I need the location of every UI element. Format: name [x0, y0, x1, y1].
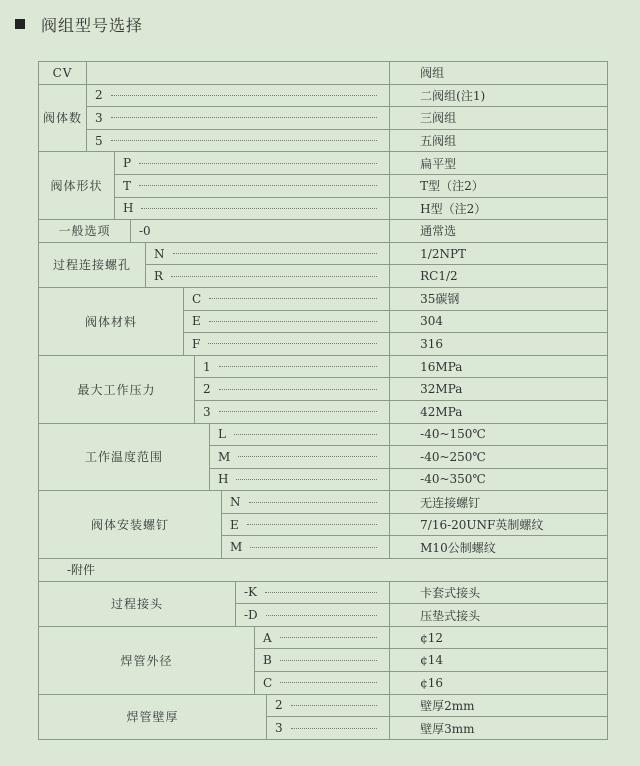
option-code: 2	[203, 382, 211, 397]
option-value: 32MPa	[390, 378, 608, 401]
dotted-leader	[291, 705, 378, 706]
table-row	[39, 423, 608, 446]
option-code-cell	[210, 468, 390, 491]
dotted-leader	[111, 95, 378, 96]
table-row	[39, 491, 608, 514]
option-value: 无连接螺钉	[390, 491, 608, 514]
option-code-cell	[195, 355, 390, 378]
option-code: T	[123, 178, 132, 193]
dotted-leader	[219, 366, 378, 367]
option-code: E	[230, 517, 239, 532]
option-code-cell	[184, 333, 390, 356]
general-option-label: 一般选项	[39, 220, 131, 243]
table-row	[39, 626, 608, 649]
option-code-cell	[87, 129, 390, 152]
dotted-leader	[209, 298, 377, 299]
pipe-diameter-label: 焊管外径	[39, 626, 255, 694]
dotted-leader	[111, 117, 378, 118]
table-row	[39, 220, 608, 243]
table-row	[39, 287, 608, 310]
dotted-leader	[236, 479, 377, 480]
option-value: 316	[390, 333, 608, 356]
option-value: -40~250℃	[390, 446, 608, 469]
option-code: 2	[275, 698, 283, 713]
table-row	[39, 84, 608, 107]
option-code-cell	[131, 220, 390, 243]
max-pressure-label: 最大工作压力	[39, 355, 195, 423]
option-code-cell	[222, 536, 390, 559]
dotted-leader	[209, 321, 377, 322]
dotted-leader	[141, 208, 377, 209]
option-code: 5	[95, 133, 103, 148]
option-code: P	[123, 156, 132, 171]
option-code-cell	[222, 513, 390, 536]
option-code-cell	[222, 491, 390, 514]
option-code-cell	[210, 423, 390, 446]
option-value: 7/16-20UNF英制螺纹	[390, 513, 608, 536]
table-row	[39, 197, 608, 220]
option-value: 通常选	[390, 220, 608, 243]
option-value: 壁厚2mm	[390, 694, 608, 717]
dotted-leader	[280, 660, 377, 661]
option-code: E	[192, 314, 201, 329]
option-value: 42MPa	[390, 400, 608, 423]
cv-blank-cell	[87, 62, 390, 85]
option-value: 16MPa	[390, 355, 608, 378]
option-code: C	[192, 291, 202, 306]
option-code: F	[192, 336, 201, 351]
option-code-cell	[255, 649, 390, 672]
table-row	[39, 129, 608, 152]
option-value: 卡套式接头	[390, 581, 608, 604]
option-code-cell	[115, 152, 390, 175]
option-code-cell	[184, 310, 390, 333]
option-code: -K	[244, 585, 258, 600]
table-row	[39, 559, 608, 582]
body-material-label: 阀体材料	[39, 287, 184, 355]
option-value: M10公制螺纹	[390, 536, 608, 559]
pipe-wall-label: 焊管壁厚	[39, 694, 267, 739]
option-code-cell	[236, 604, 390, 627]
option-value: ¢12	[390, 626, 608, 649]
section-title: 阀组型号选择	[41, 15, 144, 35]
option-code: 2	[95, 88, 103, 103]
dotted-leader	[171, 276, 377, 277]
process-connector-label: 过程接头	[39, 581, 236, 626]
option-value: T型（注2）	[390, 174, 608, 197]
option-value: 35碳钢	[390, 287, 608, 310]
accessory-label: -附件	[39, 559, 608, 582]
table-row	[39, 107, 608, 130]
dotted-leader	[250, 547, 377, 548]
table-row	[39, 152, 608, 175]
cv-label: CV	[39, 62, 87, 85]
dotted-leader	[238, 456, 377, 457]
option-code: L	[218, 427, 226, 442]
dotted-leader	[266, 615, 377, 616]
option-value: 二阀组(注1)	[390, 84, 608, 107]
square-bullet-icon	[15, 19, 25, 29]
option-code: N	[154, 246, 165, 261]
option-value: 1/2NPT	[390, 242, 608, 265]
table-row	[39, 581, 608, 604]
option-code-cell	[87, 84, 390, 107]
option-value: ¢14	[390, 649, 608, 672]
option-code-cell	[146, 265, 390, 288]
option-code-cell	[87, 107, 390, 130]
dotted-leader	[208, 343, 377, 344]
option-value: -40~150℃	[390, 423, 608, 446]
dotted-leader	[139, 185, 377, 186]
option-code: H	[123, 201, 134, 216]
dotted-leader	[291, 728, 378, 729]
dotted-leader	[139, 163, 377, 164]
dotted-leader	[219, 389, 378, 390]
dotted-leader	[111, 140, 378, 141]
process-thread-label: 过程连接螺孔	[39, 242, 146, 287]
option-code-cell	[115, 197, 390, 220]
option-value: 三阀组	[390, 107, 608, 130]
option-code: M	[230, 540, 243, 555]
table-row	[39, 355, 608, 378]
dotted-leader	[234, 434, 377, 435]
option-code-cell	[195, 378, 390, 401]
table-row	[39, 694, 608, 717]
option-code-cell	[267, 717, 390, 740]
option-code: H	[218, 472, 229, 487]
option-code-cell	[195, 400, 390, 423]
option-code-cell	[255, 626, 390, 649]
option-value: RC1/2	[390, 265, 608, 288]
option-code: M	[218, 449, 231, 464]
option-code: R	[154, 269, 164, 284]
option-code-cell	[146, 242, 390, 265]
option-code: 3	[203, 404, 211, 419]
table-row	[39, 174, 608, 197]
dotted-leader	[173, 253, 378, 254]
dotted-leader	[265, 592, 377, 593]
option-code: C	[263, 675, 273, 690]
option-code-cell	[236, 581, 390, 604]
table-row	[39, 62, 608, 85]
option-code: N	[230, 495, 241, 510]
valve-count-label: 阀体数	[39, 84, 87, 152]
option-code: 1	[203, 359, 211, 374]
temperature-range-label: 工作温度范围	[39, 423, 210, 491]
valve-shape-label: 阀体形状	[39, 152, 115, 220]
option-value: -40~350℃	[390, 468, 608, 491]
option-code: 3	[275, 721, 283, 736]
option-value: 五阀组	[390, 129, 608, 152]
dotted-leader	[247, 524, 377, 525]
option-code-cell	[115, 174, 390, 197]
option-code: B	[263, 653, 272, 668]
option-code-cell	[184, 287, 390, 310]
table-row	[39, 242, 608, 265]
option-value: 扁平型	[390, 152, 608, 175]
option-value: H型（注2）	[390, 197, 608, 220]
option-code: -D	[244, 608, 258, 623]
option-value: ¢16	[390, 672, 608, 695]
dotted-leader	[249, 502, 378, 503]
option-code-cell	[267, 694, 390, 717]
section-header	[15, 10, 143, 38]
valve-model-table	[38, 61, 608, 740]
cv-value: 阀组	[390, 62, 608, 85]
option-code: 3	[95, 110, 103, 125]
option-code-cell	[210, 446, 390, 469]
option-code: A	[263, 630, 272, 645]
option-value: 壁厚3mm	[390, 717, 608, 740]
option-value: 304	[390, 310, 608, 333]
option-code-cell	[255, 672, 390, 695]
dotted-leader	[280, 682, 377, 683]
dotted-leader	[280, 637, 377, 638]
option-code: -0	[139, 223, 151, 238]
option-value: 压垫式接头	[390, 604, 608, 627]
mounting-screw-label: 阀体安装螺钉	[39, 491, 222, 559]
dotted-leader	[219, 411, 378, 412]
